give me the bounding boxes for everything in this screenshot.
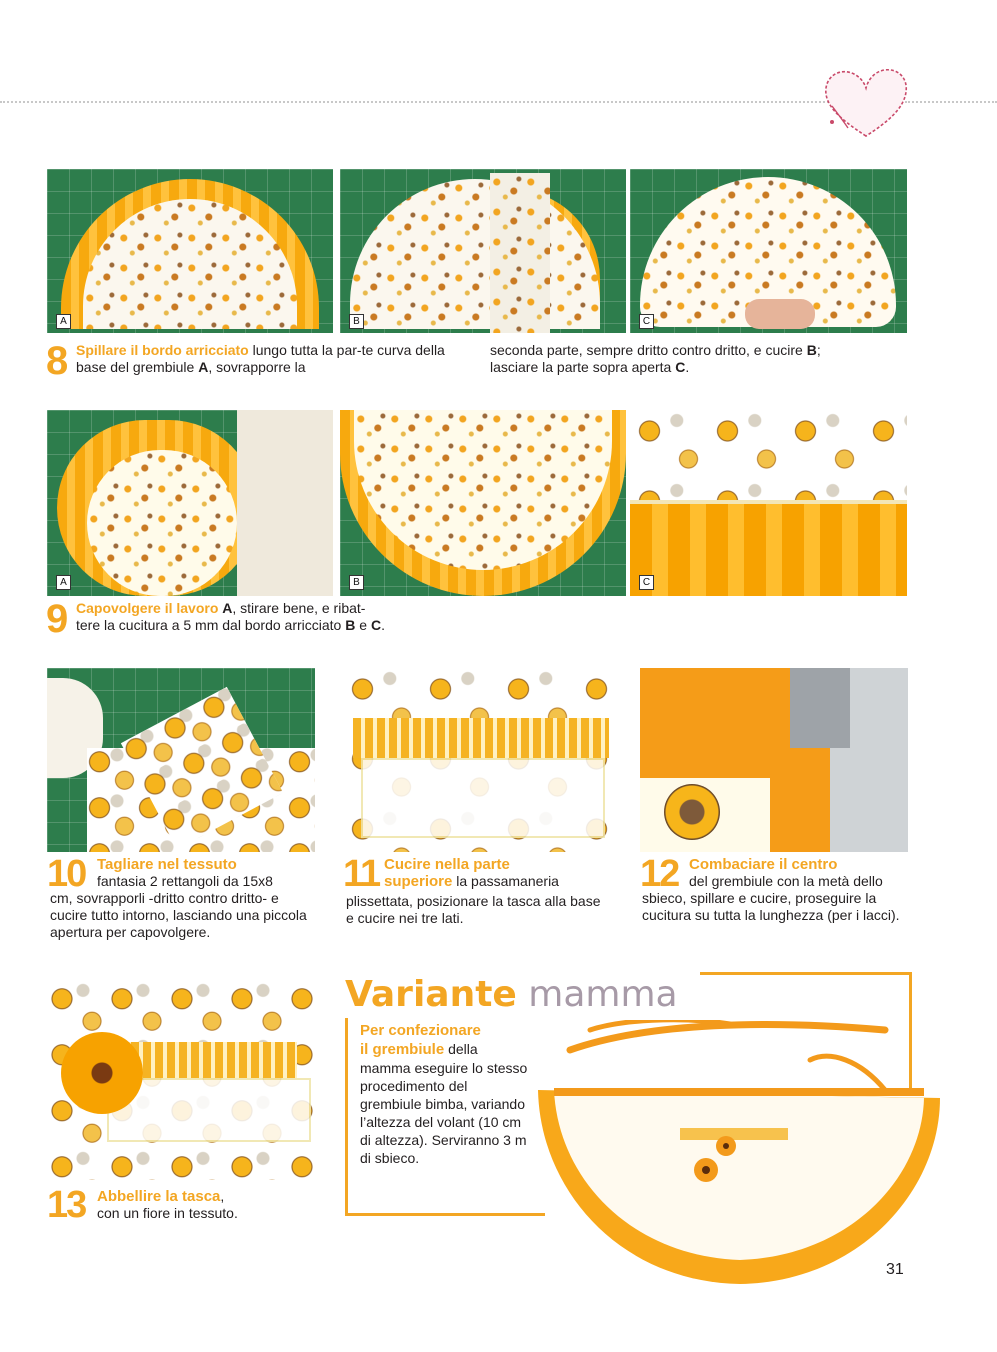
- photo-label-b: B: [349, 314, 364, 329]
- step12-photo: [640, 668, 908, 852]
- variante-frame-top: [700, 972, 912, 975]
- step11-title-block: Cucire nella parte superiore la passamaneria: [384, 856, 559, 890]
- page-number: 31: [886, 1261, 904, 1278]
- heart-icon: [818, 62, 914, 142]
- step8-text-col2: seconda parte, sempre dritto contro dritto, e cucire B; lasciare la parte sopra aperta C.: [490, 342, 821, 375]
- step9-title: Capovolgere il lavoro: [76, 600, 219, 616]
- step12-title: Combaciare il centro: [689, 856, 838, 873]
- step10-title-block: Tagliare nel tessuto fantasia 2 rettangoli da 15x8: [97, 856, 273, 889]
- step13-title: Abbellire la tasca: [97, 1188, 221, 1205]
- photo-label-c: C: [639, 314, 654, 329]
- photo-label-c: C: [639, 575, 654, 590]
- photo-label-b: B: [349, 575, 364, 590]
- step10-photo: [47, 668, 315, 852]
- variante-title: Variante mamma: [345, 974, 678, 1015]
- step10-text: cm, sovrapporli -dritto contro dritto- e cucire tutto intorno, lasciando una piccola apertura per capovolgere.: [50, 890, 307, 940]
- variante-frame-bottom: [345, 1213, 545, 1216]
- step8-photo-b: [340, 169, 626, 333]
- step8-text: Spillare il bordo arricciato lungo tutta la par-te curva della base del grembiule A, sovrapporre la: [76, 342, 445, 375]
- step9-photo-c: [630, 410, 907, 596]
- step9-number: 9: [46, 597, 67, 641]
- step11-title: Cucire nella parte: [384, 856, 510, 873]
- step11-photo: [343, 668, 615, 852]
- header-dotted-line: [0, 101, 840, 103]
- step10-number: 10: [47, 853, 86, 895]
- step12-text: sbieco, spillare e cucire, proseguire la cucitura su tutta la lunghezza (per i lacci).: [642, 890, 900, 923]
- step13-photo: [47, 982, 315, 1180]
- variante-text: Per confezionare il grembiule della mamma eseguire lo stesso procedimento del grembiule bimba, variando l’altezza del volant (10 cm di altezza). Serviranno 3 m di sbieco.: [360, 1022, 528, 1166]
- step12-title-block: Combaciare il centro del grembiule con la metà dello: [689, 856, 883, 889]
- step11-number: 11: [343, 853, 380, 895]
- step8-title: Spillare il bordo arricciato: [76, 342, 249, 358]
- step8-number: 8: [46, 339, 67, 383]
- header-dotted-line-right: [905, 101, 997, 103]
- step13-text: Abbellire la tasca, con un fiore in tessuto.: [97, 1188, 238, 1221]
- step12-number: 12: [640, 853, 679, 895]
- step9-photo-a: [47, 410, 333, 596]
- step9-text: Capovolgere il lavoro A, stirare bene, e ribat- tere la cucitura a 5 mm dal bordo arricciato B e C.: [76, 600, 385, 633]
- step8-photo-c: [630, 169, 907, 333]
- photo-label-a: A: [56, 314, 71, 329]
- mamma-apron-photo: [530, 1020, 945, 1290]
- variante-frame-left: [345, 1018, 348, 1216]
- step8-photo-a: [47, 169, 333, 333]
- step10-title: Tagliare nel tessuto: [97, 856, 237, 873]
- step9-photo-b: [340, 410, 626, 596]
- step11-text: plissettata, posizionare la tasca alla base e cucire nei tre lati.: [346, 893, 601, 926]
- step13-number: 13: [47, 1184, 86, 1226]
- photo-label-a: A: [56, 575, 71, 590]
